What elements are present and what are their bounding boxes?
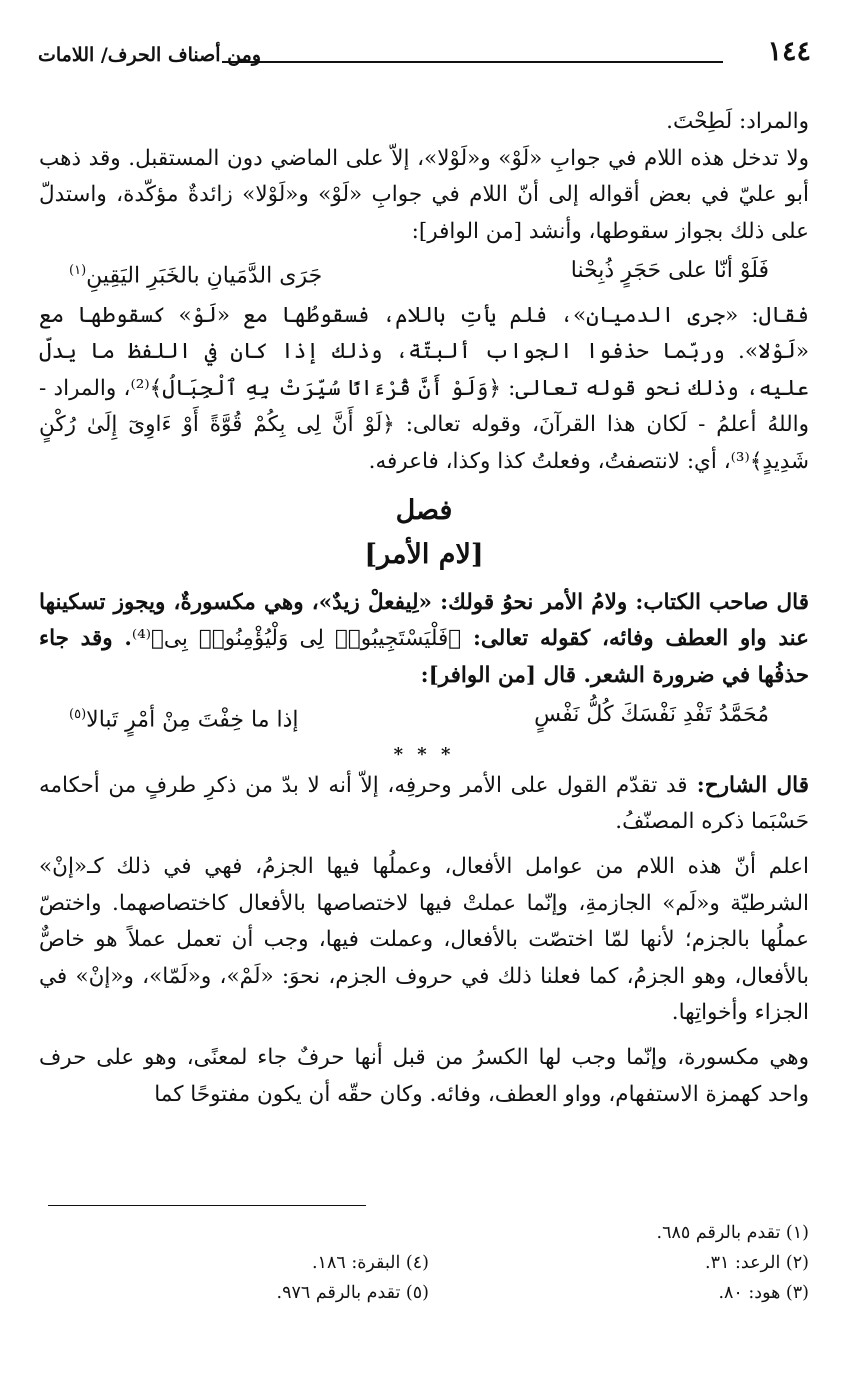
verse-2-second-hemistich: إذا ما خِفْتَ مِنْ أمْرٍ تَبالا$^{(٥)}$ <box>69 707 299 733</box>
footnote-marker-1: (١) <box>69 263 87 279</box>
footnote-rule <box>48 1205 366 1206</box>
header-rule <box>222 61 723 63</box>
poem-verse-2 <box>39 694 809 741</box>
section-heading: فصل <box>395 494 453 526</box>
footnote-5: (٥) تقدم بالرقم ٩٧٦. <box>276 1283 429 1303</box>
poem-verse-1 <box>39 250 809 297</box>
footnote-3: (٣) هود: ٨٠. <box>718 1283 809 1303</box>
verse-2-first-hemistich: مُحَمَّدُ تَفْدِ نَفْسَكَ كُلُّ نَفْسٍ <box>534 702 769 728</box>
footnote-marker-5: (٥) <box>69 707 87 723</box>
page-number: ١٤٤ <box>767 36 811 67</box>
footnote-2: (٢) الرعد: ٣١. <box>705 1253 809 1273</box>
footnotes <box>39 1218 809 1308</box>
page-header <box>38 34 811 74</box>
footnote-marker-4: ⁽⁴⁾ <box>131 626 152 652</box>
verse-1-first-hemistich: فَلَوْ أنّا على حَجَرٍ ذُبِحْنا <box>570 258 769 284</box>
paragraph-7: وهي مكسورة، وإنّما وجب لها الكسرُ من قبل أنها حرفٌ جاء لمعنًى، وهو على حرف واحد كهمزة الاستفهام، وواو العطف، وفائه. وكان حقّه أن يكون مفتوحًا كما <box>39 1044 809 1107</box>
section-subheading: [لام الأمر] <box>364 538 484 570</box>
quran-quote: ﴿فَلْيَسْتَجِيبُوا۟ لِى وَلْيُؤْمِنُوا۟ بِى﴾ <box>151 626 462 652</box>
main-text <box>39 104 809 1113</box>
paragraph-1: والمراد: لَطِحْتَ. <box>666 109 809 134</box>
paragraph-4: قال صاحب الكتاب: ولامُ الأمر نحوُ قولك: «لِيفعلْ زيدٌ»، وهي مكسورةٌ، ويجوز تسكينها عند واو العطف وفائه، كقوله تعالى: ﴿فَلْيَسْتَجِيبُوا۟ لِى وَلْيُؤْمِنُوا۟ بِى﴾⁽⁴⁾. وقد جاء حذفُها في ضرورة الشعر. قال [من الوافر]: <box>39 589 809 688</box>
paragraph-6: اعلم أنّ هذه اللام من عوامل الأفعال، وعملُها فيها الجزمُ، فهي في ذلك كـ«إنْ» الشرطيّة و«لَم» الجازمةِ، وإنّما عملتْ فيها لاختصاصها بالأفعال كاختصاصهما. واختصّ عملُها بالجزم؛ لأنها لمّا اختصّت بالأفعال، وعملت فيها، وجب أن تعمل عملاً هو خاصٌّ بالأفعال، وهو الجزمُ، كما فعلنا ذلك في حروف الجزم، نحوَ: «لَمْ»، و«لَمّا»، و«إنْ» في الجزاء وأخواتِها. <box>39 853 809 1026</box>
section-separator: * * * <box>393 743 455 765</box>
footnote-1: (١) تقدم بالرقم ٦٨٥. <box>656 1223 809 1243</box>
paragraph-5: قال الشارح: قد تقدّم القول على الأمر وحرفِه، إلاّ أنه لا بدّ من ذكرِ طرفٍ من أحكامه حَسْبَما ذكره المصنّفُ. <box>39 772 809 835</box>
paragraph-2: ولا تدخل هذه اللام في جوابِ «لَوْ» و«لَوْلا»، إلاّ على الماضي دون المستقبل. وقد ذهب أبو عليّ في بعض أقواله إلى أنّ اللام في جوابِ «لَوْ» و«لَوْلا» زائدةٌ مؤكّدة، واستدلّ على ذلك بجواز سقوطها، وأنشد [من الوافر]: <box>39 145 809 244</box>
footnote-4: (٤) البقرة: ١٨٦. <box>311 1253 429 1273</box>
verse-1-second-hemistich: جَرَى الدَّمَيانِ بالخَبَرِ اليَقِينِ$^{(١)}$ <box>69 263 323 289</box>
paragraph-3: فقال: «جرى الدميان»، فلم يأتِ باللام، فسقوطُها مع «لَوْ» كسقوطها مع «لَوْلا». وربّما حذفوا الجواب ألبتّة، وذلك إذا كان في اللفظ ما يدلّ عليه، وذلك نحو قوله تعالى: ﴿وَلَوْ أَنَّ قُرْءَانًا سُيِّرَتْ بِهِ ٱلْجِبَالُ﴾⁽²⁾، والمراد - واللهُ أعلمُ - لَكان هذا القرآنَ، وقوله تعالى: ﴿لَوْ أَنَّ لِى بِكُمْ قُوَّةً أَوْ ءَاوِىٓ إِلَىٰ رُكْنٍ شَدِيدٍ﴾⁽³⁾، أي: لانتصفتُ، وفعلتُ كذا وكذا، فاعرفه. <box>39 302 810 475</box>
running-title: ومن أصناف الحرف/ اللامات <box>38 44 261 66</box>
